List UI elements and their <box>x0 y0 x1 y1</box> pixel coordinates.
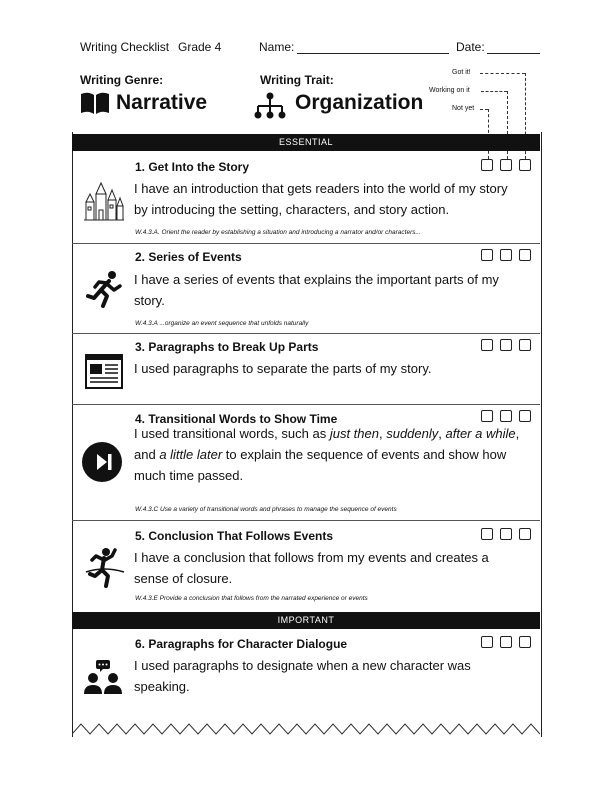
checkbox-not-yet[interactable] <box>481 159 493 171</box>
item-title: 3. Paragraphs to Break Up Parts <box>135 340 319 354</box>
checkbox-got-it[interactable] <box>519 339 531 351</box>
item-body: I have an introduction that gets readers into the world of my story by introducing the setting, characters, and story action. <box>134 181 508 217</box>
item-title: 5. Conclusion That Follows Events <box>135 529 334 543</box>
legend-got-it: Got it! <box>452 69 471 76</box>
item-title: 4. Transitional Words to Show Time <box>135 412 338 426</box>
checkbox-got-it[interactable] <box>519 410 531 422</box>
checklist-title: Writing Checklist <box>80 40 170 54</box>
row-divider <box>72 243 540 244</box>
checkbox-not-yet[interactable] <box>481 410 493 422</box>
row-divider <box>72 520 540 521</box>
date-label: Date: <box>456 40 485 54</box>
newspaper-icon <box>82 350 126 394</box>
genre-label: Writing Genre: <box>80 73 164 87</box>
checkbox-working[interactable] <box>500 410 512 422</box>
checkbox-got-it[interactable] <box>519 159 531 171</box>
checkbox-got-it[interactable] <box>519 249 531 261</box>
checkbox-not-yet[interactable] <box>481 249 493 261</box>
name-label: Name: <box>259 40 295 54</box>
running-person-icon <box>82 268 126 312</box>
checkbox-not-yet[interactable] <box>481 636 493 648</box>
item-standard: W.4.3.A. Orient the reader by establishing a situation and introducing a narrator and/or characters... <box>135 229 421 236</box>
item-body: I have a conclusion that follows from my events and creates a sense of closure. <box>134 550 489 586</box>
date-field[interactable] <box>487 41 540 54</box>
checkbox-got-it[interactable] <box>519 528 531 540</box>
item-title: 2. Series of Events <box>135 250 242 264</box>
item-title: 1. Get Into the Story <box>135 160 250 174</box>
checkbox-working[interactable] <box>500 528 512 540</box>
checkbox-not-yet[interactable] <box>481 339 493 351</box>
torn-edge <box>72 718 540 738</box>
item-body: I used paragraphs to separate the parts of my story. <box>134 361 432 376</box>
item-standard: W.4.3.A ...organize an event sequence that unfolds naturally <box>135 320 309 327</box>
checkbox-not-yet[interactable] <box>481 528 493 540</box>
legend-leader <box>481 91 507 92</box>
trait-value: Organization <box>295 91 424 114</box>
row-divider <box>72 333 540 334</box>
trait-label: Writing Trait: <box>260 73 334 87</box>
checkbox-working[interactable] <box>500 339 512 351</box>
finish-line-icon <box>82 546 126 590</box>
row-divider <box>72 404 540 405</box>
legend-working: Working on it <box>429 87 470 94</box>
checkbox-working[interactable] <box>500 159 512 171</box>
section-important: IMPORTANT <box>72 612 540 629</box>
item-standard: W.4.3.E Provide a conclusion that follows from the narrated experience or events <box>135 595 368 602</box>
checkbox-working[interactable] <box>500 249 512 261</box>
name-field[interactable] <box>297 41 449 54</box>
checkbox-working[interactable] <box>500 636 512 648</box>
legend-leader <box>480 73 525 74</box>
checkbox-got-it[interactable] <box>519 636 531 648</box>
legend-not-yet: Not yet <box>452 105 475 112</box>
legend-leader <box>480 109 488 110</box>
item-body: I used transitional words, such as just then, suddenly, after a while, and a little later to explain the sequence of events and show how much time passed. <box>134 426 520 483</box>
hierarchy-icon <box>253 92 287 120</box>
section-essential: ESSENTIAL <box>72 134 540 151</box>
item-body: I have a series of events that explains the important parts of my story. <box>134 272 499 308</box>
grade-label: Grade 4 <box>178 40 222 54</box>
castle-icon <box>82 180 126 224</box>
item-title: 6. Paragraphs for Character Dialogue <box>135 637 348 651</box>
genre-value: Narrative <box>116 91 208 114</box>
item-body: I used paragraphs to designate when a new character was speaking. <box>134 658 471 694</box>
next-track-icon <box>82 440 126 484</box>
book-icon <box>80 91 110 115</box>
dialogue-people-icon <box>82 658 126 702</box>
item-standard: W.4.3.C Use a variety of transitional words and phrases to manage the sequence of events <box>135 506 397 513</box>
